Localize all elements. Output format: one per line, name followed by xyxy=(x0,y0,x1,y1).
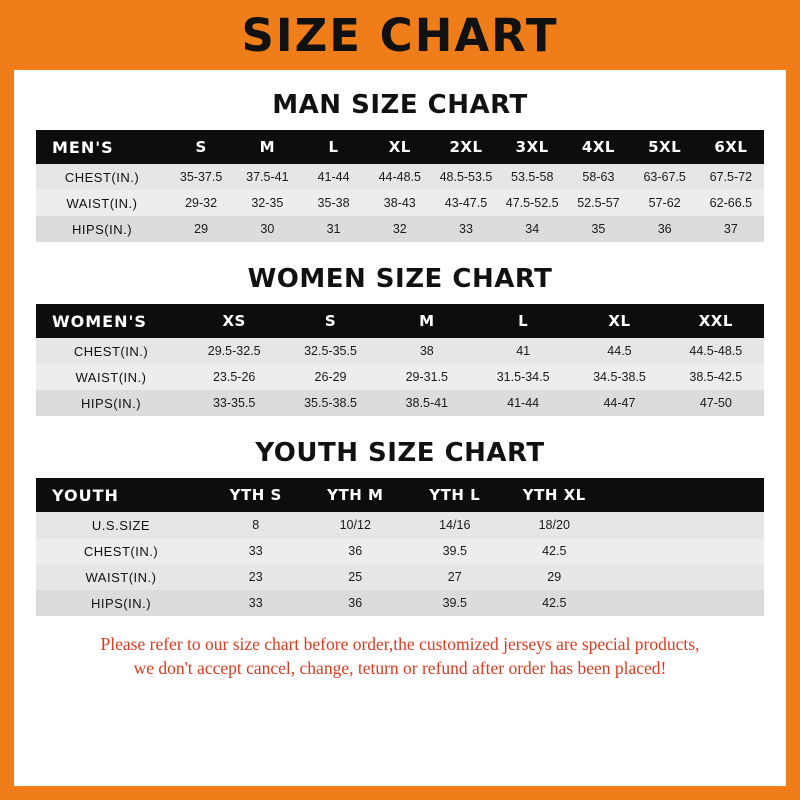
table-cell: 52.5-57 xyxy=(565,190,631,216)
column-header: L xyxy=(300,130,366,164)
table-cell: 44.5-48.5 xyxy=(668,338,764,364)
column-header: S xyxy=(168,130,234,164)
table-cell: 57-62 xyxy=(632,190,698,216)
column-header: YOUTH xyxy=(36,478,206,512)
table-cell: 29.5-32.5 xyxy=(186,338,282,364)
table-cell xyxy=(604,564,764,590)
table-cell: 44-47 xyxy=(571,390,667,416)
table-cell: 42.5 xyxy=(505,538,605,564)
table-cell: 35-38 xyxy=(300,190,366,216)
table-cell: 36 xyxy=(306,590,406,616)
table-row xyxy=(36,564,764,590)
column-header: XXL xyxy=(668,304,764,338)
table-cell: 36 xyxy=(306,538,406,564)
column-header: M xyxy=(379,304,475,338)
column-header: WOMEN'S xyxy=(36,304,186,338)
row-label: WAIST(IN.) xyxy=(36,564,206,590)
column-header: XL xyxy=(571,304,667,338)
table-cell xyxy=(604,512,764,538)
table-cell: 63-67.5 xyxy=(632,164,698,190)
women-section-title: WOMEN SIZE CHART xyxy=(247,264,553,294)
table-cell: 36 xyxy=(632,216,698,242)
column-header: S xyxy=(282,304,378,338)
table-cell: 38.5-41 xyxy=(379,390,475,416)
page-title: SIZE CHART xyxy=(241,8,559,62)
table-cell: 30 xyxy=(234,216,300,242)
table-cell: 42.5 xyxy=(505,590,605,616)
column-header: 3XL xyxy=(499,130,565,164)
table-cell: 48.5-53.5 xyxy=(433,164,499,190)
row-label: WAIST(IN.) xyxy=(36,364,186,390)
table-cell: 38-43 xyxy=(367,190,433,216)
table-cell: 35.5-38.5 xyxy=(282,390,378,416)
column-header: XL xyxy=(367,130,433,164)
table-cell: 33-35.5 xyxy=(186,390,282,416)
table-cell: 38.5-42.5 xyxy=(668,364,764,390)
table-cell: 25 xyxy=(306,564,406,590)
column-header: L xyxy=(475,304,571,338)
table-header-row xyxy=(36,304,764,338)
table-cell: 37 xyxy=(698,216,764,242)
table-cell: 47-50 xyxy=(668,390,764,416)
table-cell: 29-31.5 xyxy=(379,364,475,390)
table-cell: 32.5-35.5 xyxy=(282,338,378,364)
women-size-table xyxy=(36,304,764,416)
column-header: 6XL xyxy=(698,130,764,164)
table-row xyxy=(36,164,764,190)
row-label: U.S.SIZE xyxy=(36,512,206,538)
table-cell: 26-29 xyxy=(282,364,378,390)
table-cell: 39.5 xyxy=(405,590,505,616)
table-cell: 67.5-72 xyxy=(698,164,764,190)
table-row xyxy=(36,538,764,564)
table-cell: 27 xyxy=(405,564,505,590)
footer-band xyxy=(0,786,800,800)
table-cell: 62-66.5 xyxy=(698,190,764,216)
row-label: CHEST(IN.) xyxy=(36,338,186,364)
row-label: HIPS(IN.) xyxy=(36,590,206,616)
table-cell: 41 xyxy=(475,338,571,364)
table-cell: 31.5-34.5 xyxy=(475,364,571,390)
disclaimer-line-1: Please refer to our size chart before order,the customized jerseys are special products, xyxy=(100,634,700,654)
man-size-table xyxy=(36,130,764,242)
table-row xyxy=(36,338,764,364)
table-cell: 33 xyxy=(206,590,306,616)
row-label: CHEST(IN.) xyxy=(36,538,206,564)
row-label: WAIST(IN.) xyxy=(36,190,168,216)
table-cell: 10/12 xyxy=(306,512,406,538)
column-header: YTH XL xyxy=(505,478,605,512)
table-cell: 23 xyxy=(206,564,306,590)
table-cell: 44.5 xyxy=(571,338,667,364)
column-header: YTH S xyxy=(206,478,306,512)
table-cell: 35-37.5 xyxy=(168,164,234,190)
youth-section-title: YOUTH SIZE CHART xyxy=(255,438,545,468)
table-cell: 33 xyxy=(206,538,306,564)
table-cell: 31 xyxy=(300,216,366,242)
table-row xyxy=(36,216,764,242)
row-label: CHEST(IN.) xyxy=(36,164,168,190)
table-cell: 38 xyxy=(379,338,475,364)
man-section-title: MAN SIZE CHART xyxy=(272,90,528,120)
row-label: HIPS(IN.) xyxy=(36,390,186,416)
column-header: XS xyxy=(186,304,282,338)
table-cell xyxy=(604,590,764,616)
table-cell: 29 xyxy=(168,216,234,242)
table-cell xyxy=(604,538,764,564)
table-cell: 18/20 xyxy=(505,512,605,538)
table-cell: 29-32 xyxy=(168,190,234,216)
table-cell: 58-63 xyxy=(565,164,631,190)
table-cell: 34 xyxy=(499,216,565,242)
table-cell: 37.5-41 xyxy=(234,164,300,190)
table-cell: 32 xyxy=(367,216,433,242)
table-cell: 39.5 xyxy=(405,538,505,564)
disclaimer-note xyxy=(36,632,764,680)
table-row xyxy=(36,364,764,390)
table-cell: 35 xyxy=(565,216,631,242)
row-label: HIPS(IN.) xyxy=(36,216,168,242)
table-row xyxy=(36,390,764,416)
column-header: 4XL xyxy=(565,130,631,164)
column-header xyxy=(604,478,764,512)
table-row xyxy=(36,190,764,216)
column-header: 5XL xyxy=(632,130,698,164)
table-cell: 33 xyxy=(433,216,499,242)
table-cell: 8 xyxy=(206,512,306,538)
youth-size-table xyxy=(36,478,764,616)
table-header-row xyxy=(36,478,764,512)
table-row xyxy=(36,590,764,616)
header-band xyxy=(0,0,800,70)
table-row xyxy=(36,512,764,538)
content-area xyxy=(14,90,786,680)
table-cell: 43-47.5 xyxy=(433,190,499,216)
column-header: 2XL xyxy=(433,130,499,164)
table-cell: 32-35 xyxy=(234,190,300,216)
table-cell: 14/16 xyxy=(405,512,505,538)
table-cell: 29 xyxy=(505,564,605,590)
table-cell: 47.5-52.5 xyxy=(499,190,565,216)
table-cell: 44-48.5 xyxy=(367,164,433,190)
table-cell: 34.5-38.5 xyxy=(571,364,667,390)
column-header: MEN'S xyxy=(36,130,168,164)
column-header: YTH M xyxy=(306,478,406,512)
column-header: M xyxy=(234,130,300,164)
table-cell: 41-44 xyxy=(300,164,366,190)
disclaimer-line-2: we don't accept cancel, change, teturn or refund after order has been placed! xyxy=(133,658,667,679)
table-cell: 53.5-58 xyxy=(499,164,565,190)
table-cell: 23.5-26 xyxy=(186,364,282,390)
table-cell: 41-44 xyxy=(475,390,571,416)
column-header: YTH L xyxy=(405,478,505,512)
table-header-row xyxy=(36,130,764,164)
